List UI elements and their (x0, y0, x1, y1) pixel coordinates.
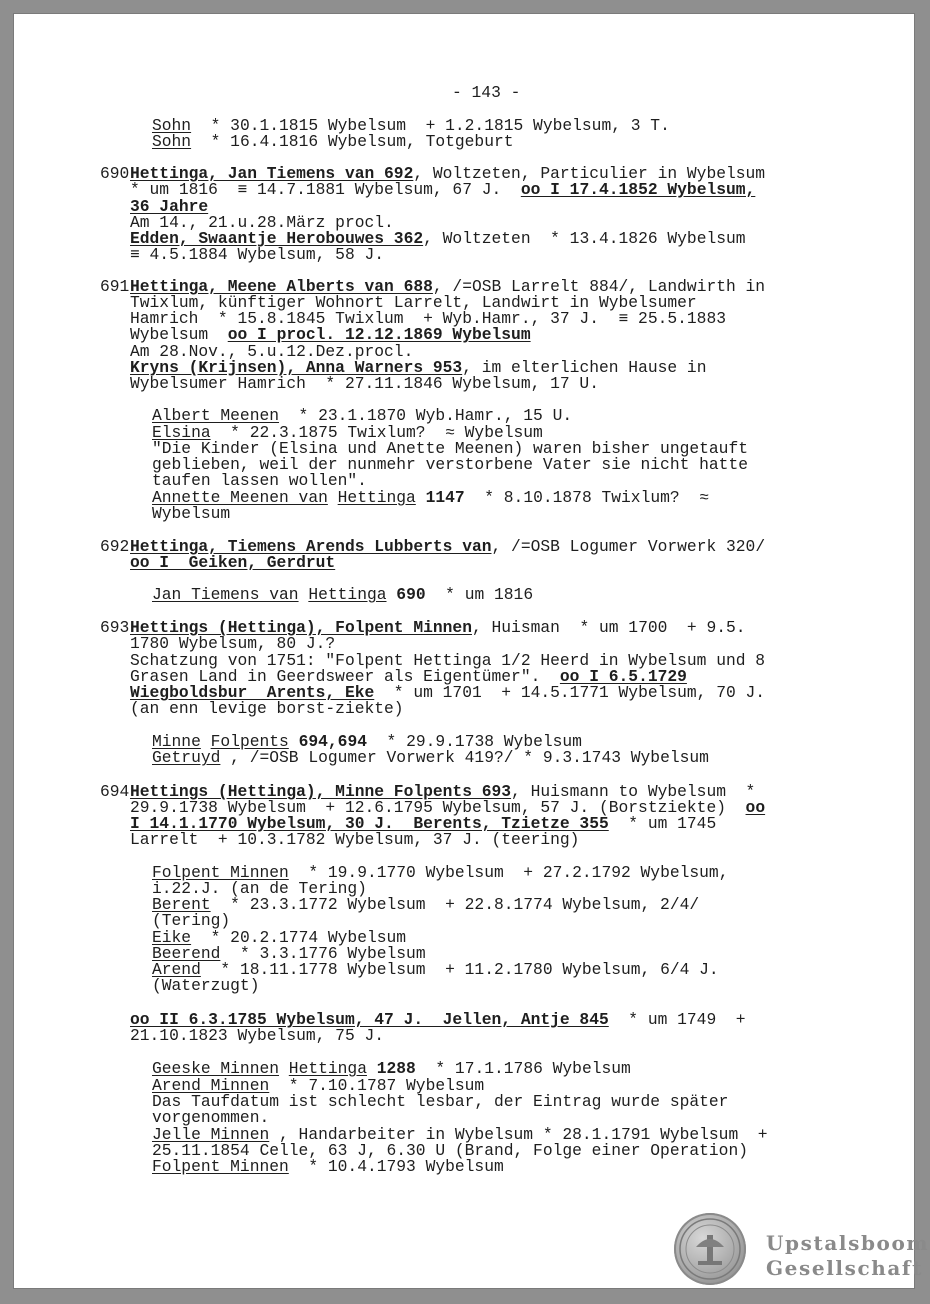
text-segment: Grasen Land in Geerdsweer als Eigentümer". (130, 667, 560, 686)
emphasized-text: Beerend (152, 944, 221, 963)
text-line (152, 1061, 631, 1077)
text-segment: * 23.1.1870 Wyb.Hamr., 15 U. (279, 406, 573, 425)
emphasized-text: oo I 6.5.1729 (559, 667, 687, 686)
text-segment: Wybelsum (130, 325, 228, 344)
emphasized-text: Hettinga, Tiemens Arends Lubberts van (130, 537, 492, 556)
text-segment: 29.9.1738 Wybelsum + 12.6.1795 Wybelsum, 57 J. (Borstziekte) (130, 798, 746, 817)
text-segment: * 18.11.1778 Wybelsum + 11.2.1780 Wybelsum, 6/4 J. (200, 960, 719, 979)
emphasized-text: Minne (152, 732, 201, 751)
emphasized-text: Jan Tiemens van (152, 585, 299, 604)
text-line (152, 978, 259, 994)
emphasized-text: oo I Geiken, Gerdrut (130, 553, 336, 572)
emphasized-text: Edden, Swaantje Herobouwes 362 (130, 229, 424, 248)
text-segment: , /=OSB Logumer Vorwerk 320/ (491, 537, 766, 556)
text-segment: , Handarbeiter in Wybelsum * 28.1.1791 Wybelsum + (269, 1125, 768, 1144)
text-segment: * 30.1.1815 Wybelsum + 1.2.1815 Wybelsum, 3 T. (191, 116, 670, 135)
text-segment: , /=OSB Logumer Vorwerk 419?/ * 9.3.1743 Wybelsum (220, 748, 709, 767)
logo-text-line2: Gesellschaft (766, 1256, 923, 1280)
text-segment: 25.11.1854 Celle, 63 J, 6.30 U (Brand, Folge einer Operation) (152, 1141, 748, 1160)
text-segment: Am 28.Nov., 5.u.12.Dez.procl. (130, 342, 414, 361)
emphasized-text: Folpents (210, 732, 289, 751)
text-segment: 21.10.1823 Wybelsum, 75 J. (130, 1026, 385, 1045)
text-line (130, 182, 755, 198)
emphasized-text: oo I 17.4.1852 Wybelsum, (520, 180, 756, 199)
text-segment (299, 585, 309, 604)
text-line (130, 1028, 384, 1044)
emphasized-text: 694,694 (298, 732, 367, 751)
emphasized-text: I 14.1.1770 Wybelsum, 30 J. Berents, Tzietze 355 (130, 814, 609, 833)
text-segment: * 20.2.1774 Wybelsum (191, 928, 407, 947)
emphasized-text: Wiegboldsbur Arents, Eke (130, 683, 375, 702)
text-line (130, 832, 579, 848)
text-segment: * 23.3.1772 Wybelsum + 22.8.1774 Wybelsum, 2/4/ (210, 895, 700, 914)
emphasized-text: Kryns (Krijnsen), Anna Warners 953 (130, 358, 463, 377)
emphasized-text: Jelle Minnen (152, 1125, 270, 1144)
text-line (152, 1110, 269, 1126)
text-segment: 1780 Wybelsum, 80 J.? (130, 634, 336, 653)
text-segment: Am 14., 21.u.28.März procl. (130, 213, 394, 232)
emphasized-text: Berent (152, 895, 211, 914)
text-segment: * um 1745 (608, 814, 717, 833)
document-page (14, 14, 930, 1288)
emphasized-text: oo II 6.3.1785 Wybelsum, 47 J. Jellen, Antje 845 (130, 1010, 609, 1029)
text-segment: , Woltzeten, Particulier in Wybelsum (413, 164, 766, 183)
emphasized-text: oo (745, 798, 766, 817)
text-segment: Schatzung von 1751: "Folpent Hettinga 1/2 Heerd in Wybelsum und 8 (130, 651, 766, 670)
text-segment: Das Taufdatum ist schlecht lesbar, der Eintrag wurde später (152, 1092, 729, 1111)
emphasized-text: Albert Meenen (152, 406, 280, 425)
text-segment: * 8.10.1878 Twixlum? ≈ (464, 488, 709, 507)
text-segment: * 22.3.1875 Twixlum? ≈ Wybelsum (210, 423, 543, 442)
text-line (152, 134, 514, 150)
text-line (130, 701, 404, 717)
emphasized-text: Arend (152, 960, 201, 979)
text-segment: (an enn levige borst-ziekte) (130, 699, 404, 718)
text-segment: geblieben, weil der nunmehr verstorbene Vater sie nicht hatte (152, 455, 748, 474)
entry-number: 692 (100, 537, 130, 556)
entry-number: 690 (100, 164, 130, 183)
emphasized-text: Hettinga, Meene Alberts van 688 (130, 277, 433, 296)
text-segment: , im elterlichen Hause in (462, 358, 707, 377)
text-segment: Wybelsum (152, 504, 231, 523)
emphasized-text: Hettinga (308, 585, 387, 604)
text-line (130, 327, 531, 343)
text-line (152, 473, 367, 489)
emphasized-text: Hettinga (288, 1059, 367, 1078)
text-segment: * 29.9.1738 Wybelsum (367, 732, 582, 751)
emphasized-text: Hettings (Hettinga), Minne Folpents 693 (130, 782, 512, 801)
text-segment: * 3.3.1776 Wybelsum (220, 944, 426, 963)
text-line (152, 913, 230, 929)
text-segment: , /=OSB Larrelt 884/, Landwirth in (432, 277, 766, 296)
text-segment: vorgenommen. (152, 1108, 270, 1127)
text-segment: * um 1816 (425, 585, 534, 604)
emphasized-text: oo I procl. 12.12.1869 Wybelsum (227, 325, 531, 344)
text-line (152, 750, 709, 766)
text-segment: * 16.4.1816 Wybelsum, Totgeburt (191, 132, 514, 151)
text-line (152, 490, 709, 506)
text-segment: , Huisman * um 1700 + 9.5. (471, 618, 746, 637)
text-segment: Twixlum, künftiger Wohnort Larrelt, Landwirt in Wybelsumer (130, 293, 697, 312)
text-segment: Larrelt + 10.3.1782 Wybelsum, 37 J. (teering) (130, 830, 580, 849)
text-line (130, 376, 599, 392)
text-line (130, 636, 335, 652)
emphasized-text: Geeske Minnen (152, 1059, 280, 1078)
text-segment: Hamrich * 15.8.1845 Twixlum + Wyb.Hamr., 37 J. ≡ 25.5.1883 (130, 309, 726, 328)
text-segment (416, 488, 426, 507)
emphasized-text: 690 (396, 585, 426, 604)
entry-number: 693 (100, 618, 130, 637)
text-segment: * 19.9.1770 Wybelsum + 27.2.1792 Wybelsum, (288, 863, 729, 882)
text-segment: taufen lassen wollen". (152, 471, 367, 490)
text-segment: (Waterzugt) (152, 976, 260, 995)
emphasized-text: Getruyd (152, 748, 221, 767)
text-segment: * um 1749 + (608, 1010, 746, 1029)
text-line (130, 555, 335, 571)
text-segment: * um 1701 + 14.5.1771 Wybelsum, 70 J. (374, 683, 766, 702)
text-segment: * 7.10.1787 Wybelsum (269, 1076, 485, 1095)
entry-number: 691 (100, 277, 130, 296)
emphasized-text: Eike (152, 928, 192, 947)
text-segment: * um 1816 ≡ 14.7.1881 Wybelsum, 67 J. (130, 180, 521, 199)
emphasized-text: 36 Jahre (130, 197, 209, 216)
page-number: - 143 - (452, 83, 521, 102)
emphasized-text: 1147 (425, 488, 465, 507)
emphasized-text: 1288 (376, 1059, 416, 1078)
text-segment (328, 488, 338, 507)
text-line (152, 1159, 504, 1175)
text-line (152, 897, 699, 913)
text-segment (387, 585, 397, 604)
text-segment: Wybelsumer Hamrich * 27.11.1846 Wybelsum, 17 U. (130, 374, 599, 393)
emphasized-text: Annette Meenen van (152, 488, 328, 507)
emphasized-text: Elsina (152, 423, 211, 442)
text-segment: i.22.J. (an de Tering) (152, 879, 367, 898)
emphasized-text: Arend Minnen (152, 1076, 270, 1095)
text-segment: * 17.1.1786 Wybelsum (415, 1059, 631, 1078)
text-line (130, 247, 384, 263)
emphasized-text: Folpent Minnen (152, 863, 289, 882)
society-seal-icon (674, 1213, 746, 1285)
text-segment: , Huismann to Wybelsum * (511, 782, 756, 801)
text-segment: * 10.4.1793 Wybelsum (288, 1157, 504, 1176)
emphasized-text: Sohn (152, 132, 192, 151)
emphasized-text: Hettinga (337, 488, 416, 507)
emphasized-text: Hettings (Hettinga), Folpent Minnen (130, 618, 472, 637)
emphasized-text: Folpent Minnen (152, 1157, 289, 1176)
text-segment: (Tering) (152, 911, 231, 930)
text-line (152, 587, 533, 603)
text-line (152, 408, 572, 424)
text-segment: "Die Kinder (Elsina und Anette Meenen) waren bisher ungetauft (152, 439, 748, 458)
text-line (152, 506, 230, 522)
logo-text-line1: Upstalsboom (766, 1231, 930, 1255)
text-segment: , Woltzeten * 13.4.1826 Wybelsum (423, 229, 746, 248)
text-segment: ≡ 4.5.1884 Wybelsum, 58 J. (130, 245, 385, 264)
entry-number: 694 (100, 782, 130, 801)
emphasized-text: Sohn (152, 116, 192, 135)
emphasized-text: Hettinga, Jan Tiemens van 692 (130, 164, 414, 183)
